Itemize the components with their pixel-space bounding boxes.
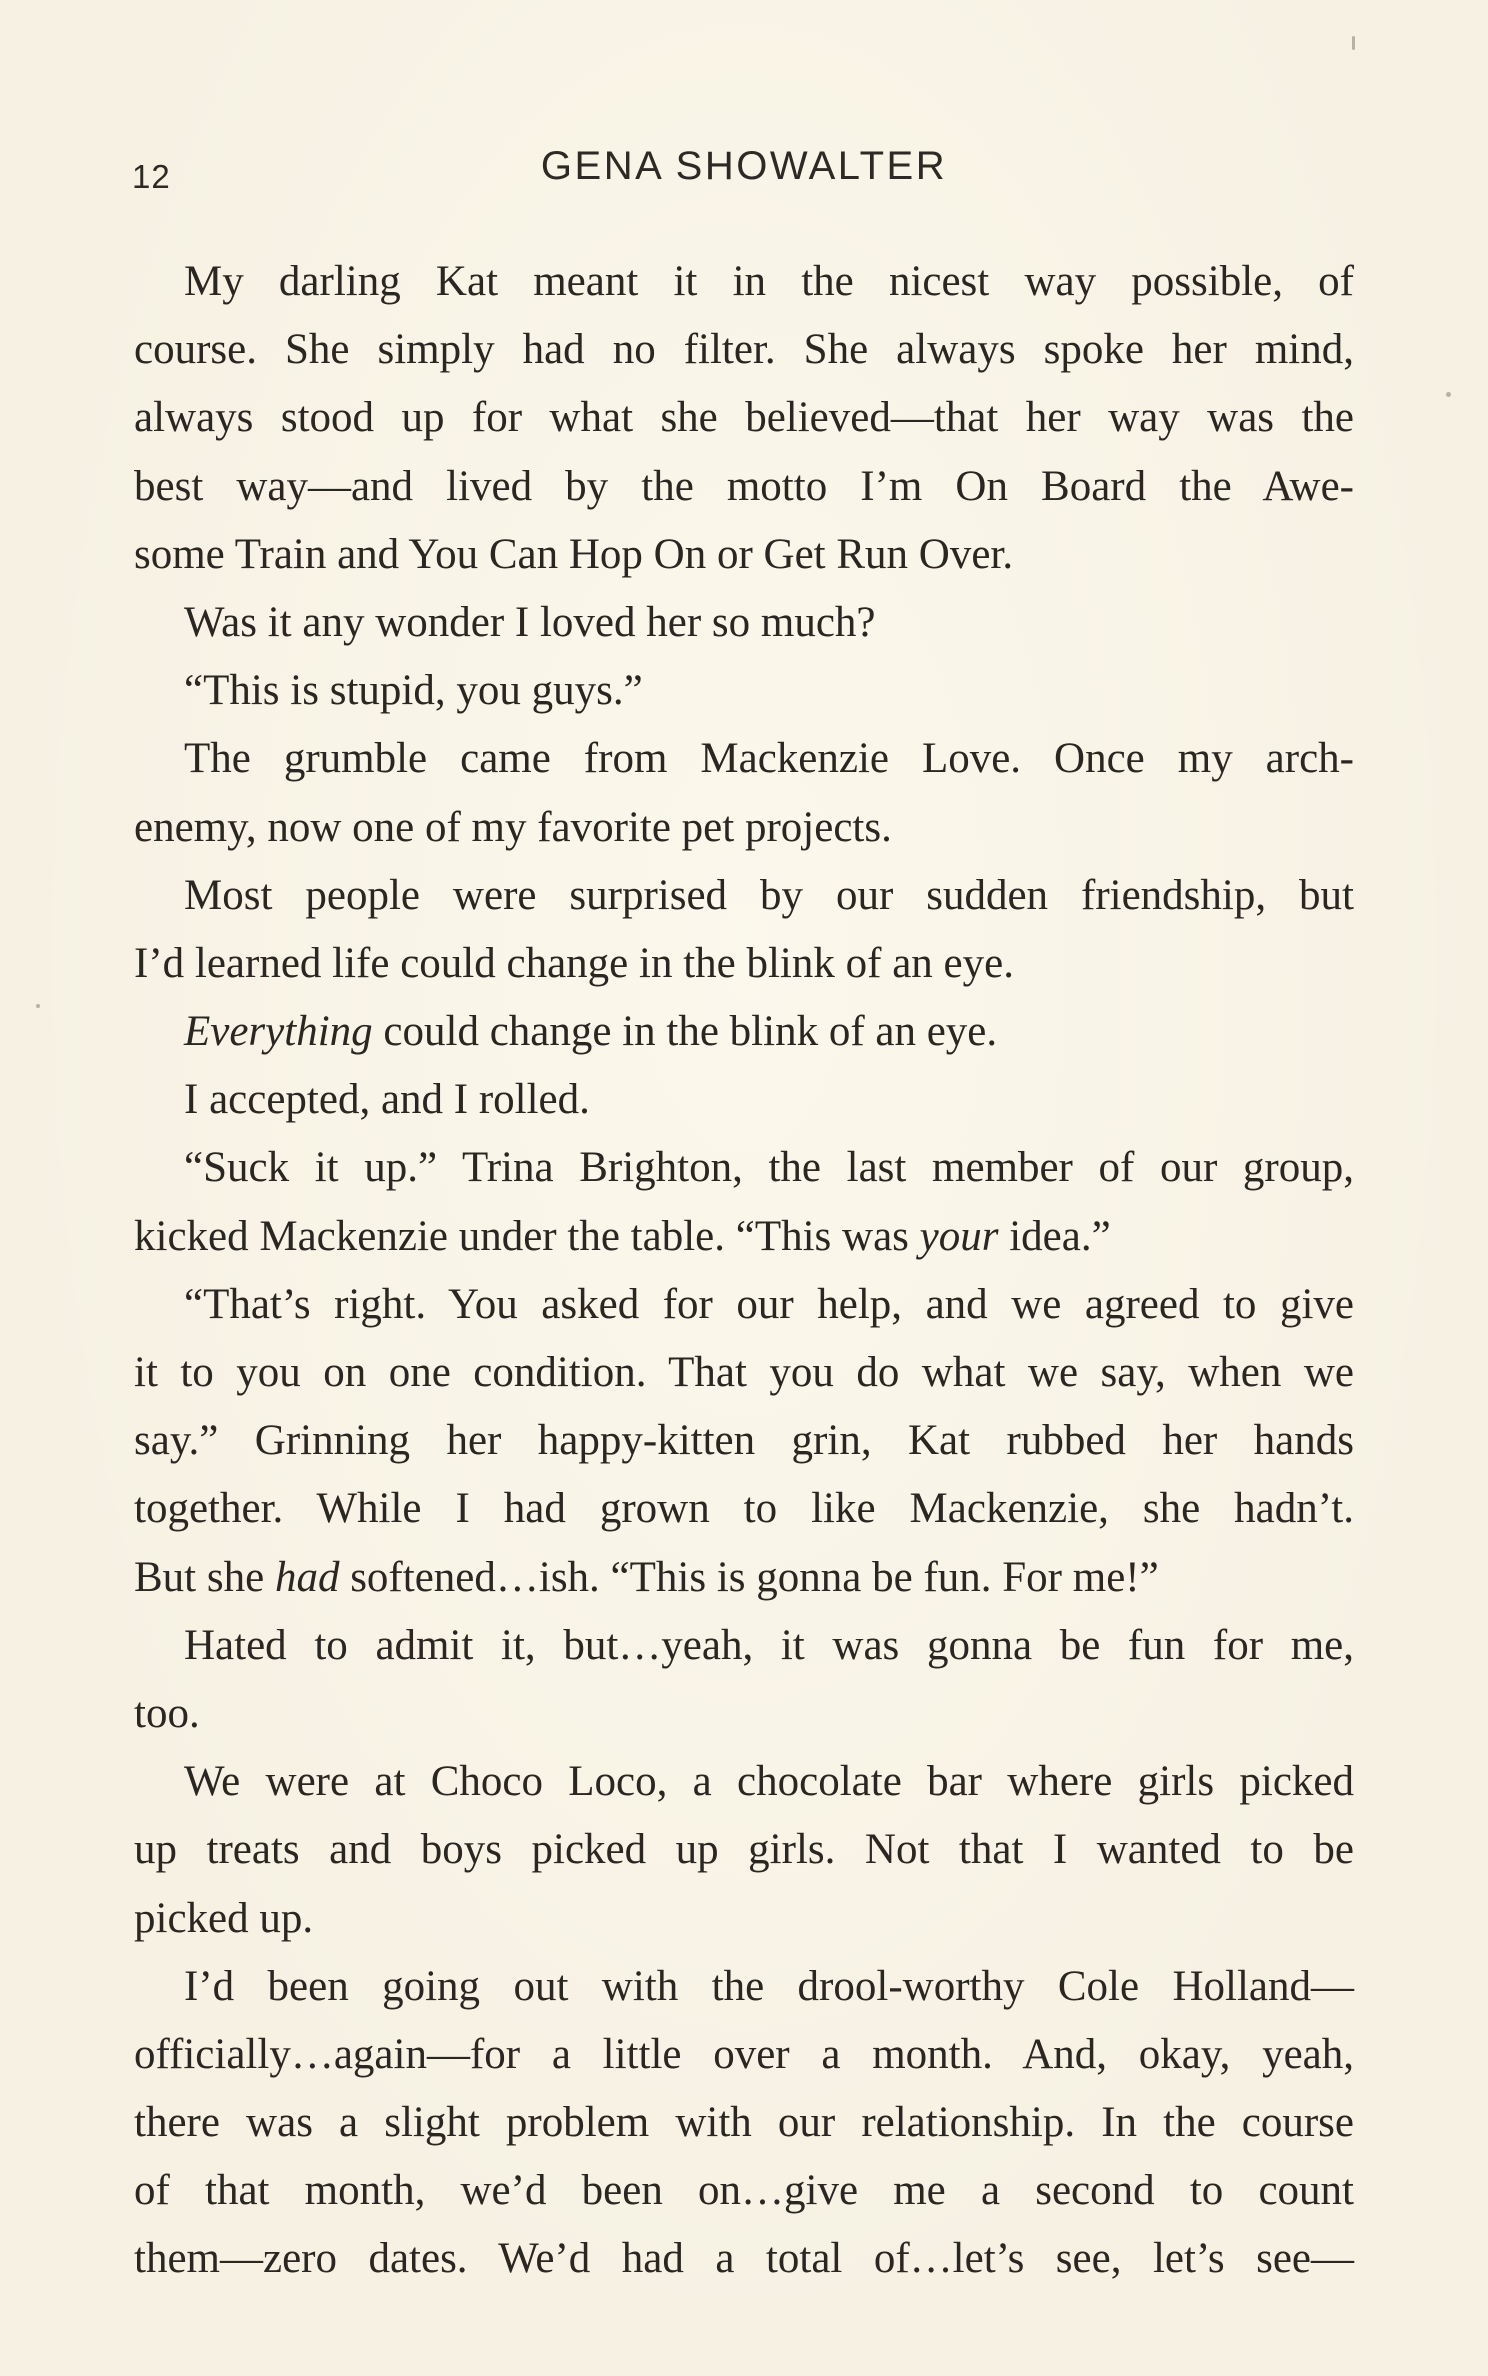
text-line: picked up. [134,1894,314,1942]
text-line: Was it any wonder I loved her so much? [184,598,876,646]
text-line: them—zero dates. We’d had a total of…let’s see, let’s see— [134,2235,1354,2283]
text-segment: could change in the blink of an eye. [372,1008,998,1056]
text-line: officially…again—for a little over a month. And, okay, yeah, [134,2030,1354,2078]
text-segment: But she [134,1553,275,1601]
page-number: 12 [132,158,171,195]
text-line: course. She simply had no filter. She always spoke her mind, [134,326,1354,374]
text-line: some Train and You Can Hop On or Get Run Over. [134,530,1014,578]
text-line [134,1203,1354,1271]
italic-text: your [919,1212,999,1260]
text-line: of that month, we’d been on…give me a second to count [134,2167,1354,2215]
paper-speck [1446,392,1451,397]
text-line [134,998,1354,1066]
text-line: My darling Kat meant it in the nicest way possible, of [184,258,1354,305]
text-line: The grumble came from Mackenzie Love. Once my arch- [184,735,1354,783]
text-line: We were at Choco Loco, a chocolate bar where girls picked [184,1758,1354,1806]
text-line: best way—and lived by the motto I’m On Board the Awe- [134,462,1354,510]
text-line: Hated to admit it, but…yeah, it was gonna be fun for me, [184,1621,1354,1669]
body-text [134,248,1354,2294]
italic-text: Everything [184,1008,373,1056]
text-line: I’d learned life could change in the blink of an eye. [134,939,1014,987]
text-line: always stood up for what she believed—that her way was the [134,394,1354,442]
text-line: up treats and boys picked up girls. Not that I wanted to be [134,1826,1354,1874]
text-line: there was a slight problem with our relationship. In the course [134,2099,1354,2147]
text-line: it to you on one condition. That you do what we say, when we [134,1349,1354,1396]
italic-text: had [274,1553,340,1601]
text-line: say.” Grinning her happy-kitten grin, Kat rubbed her hands [134,1417,1354,1465]
running-head [0,140,1488,200]
text-segment: idea.” [998,1212,1111,1260]
text-line: I’d been going out with the drool-worthy Cole Holland— [184,1962,1354,2010]
text-line: together. While I had grown to like Mackenzie, she hadn’t. [134,1485,1354,1533]
text-line: “Suck it up.” Trina Brighton, the last member of our group, [184,1144,1354,1192]
text-line: enemy, now one of my favorite pet projects. [134,803,892,851]
paper-speck [1352,36,1355,50]
text-line: too. [134,1689,200,1737]
text-line: I accepted, and I rolled. [184,1076,590,1124]
text-line [134,1544,1354,1612]
text-segment: kicked Mackenzie under the table. “This was [134,1212,920,1260]
text-line: Most people were surprised by our sudden friendship, but [184,871,1354,919]
text-line: “That’s right. You asked for our help, and we agreed to give [184,1280,1354,1328]
paper-speck [36,1004,40,1008]
book-author-header: GENA SHOWALTER [540,144,948,188]
text-line: “This is stupid, you guys.” [184,667,643,715]
text-segment: softened…ish. “This is gonna be fun. For me!” [339,1553,1159,1601]
